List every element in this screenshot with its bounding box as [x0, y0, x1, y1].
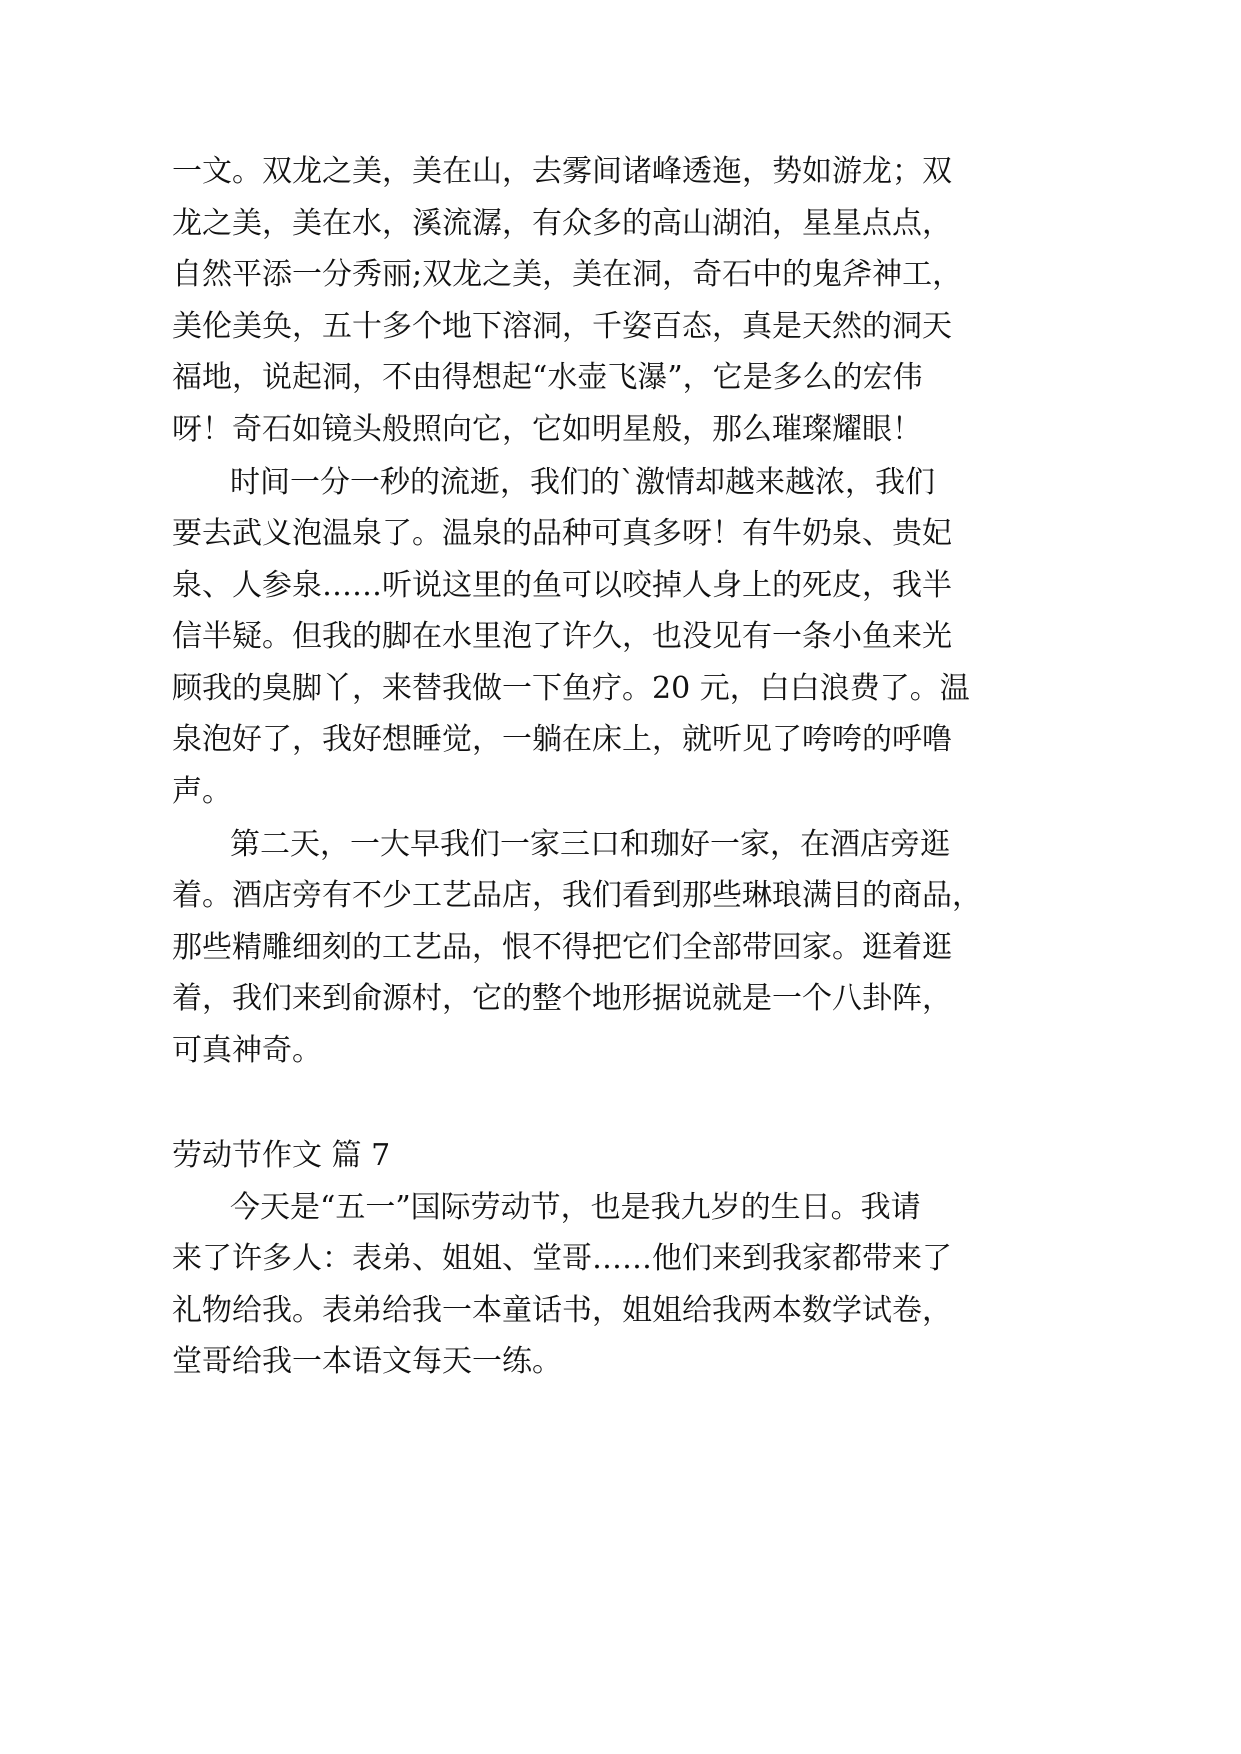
- text-line: 可真神奇。: [172, 1033, 322, 1068]
- paragraph-2-line-1: [0, 463, 1241, 503]
- text-line: 声。: [172, 774, 232, 809]
- text-line: 龙之美，美在水，溪流潺，有众多的高山湖泊，星星点点，: [172, 206, 952, 241]
- paragraph-1-line-3: [0, 255, 1241, 295]
- text-line: 泉、人参泉……听说这里的鱼可以咬掉人身上的死皮，我半: [172, 568, 952, 603]
- paragraph-3-line-5: [0, 1031, 1241, 1071]
- paragraph-4-line-3: [0, 1291, 1241, 1331]
- paragraph-3-line-4: [0, 979, 1241, 1019]
- text-line: 泉泡好了，我好想睡觉，一躺在床上，就听见了咵咵的呼噜: [172, 722, 952, 757]
- text-line: 自然平添一分秀丽;双龙之美，美在洞，奇石中的鬼斧神工，: [172, 257, 963, 292]
- paragraph-3-line-3: [0, 928, 1241, 968]
- text-line: 福地，说起洞，不由得想起“水壶飞瀑”，它是多么的宏伟: [172, 360, 923, 395]
- paragraph-3-line-1: [0, 825, 1241, 865]
- paragraph-2-line-5: [0, 669, 1241, 709]
- paragraph-4-line-2: [0, 1239, 1241, 1279]
- paragraph-2-line-4: [0, 617, 1241, 657]
- text-line: 堂哥给我一本语文每天一练。: [172, 1344, 562, 1379]
- text-line: 着。酒店旁有不少工艺品店，我们看到那些琳琅满目的商品，: [172, 878, 982, 913]
- paragraph-3-line-2: [0, 876, 1241, 916]
- paragraph-2-line-2: [0, 514, 1241, 554]
- text-line: 那些精雕细刻的工艺品，恨不得把它们全部带回家。逛着逛: [172, 930, 952, 965]
- paragraph-1-line-4: [0, 307, 1241, 347]
- text-line: 着，我们来到俞源村，它的整个地形据说就是一个八卦阵，: [172, 981, 952, 1016]
- section-heading-text: 劳动节作文 篇 7: [172, 1138, 391, 1173]
- paragraph-2-line-3: [0, 566, 1241, 606]
- paragraph-1-line-1: [0, 152, 1241, 192]
- text-line: 要去武义泡温泉了。温泉的品种可真多呀！有牛奶泉、贵妃: [172, 516, 952, 551]
- paragraph-1-line-5: [0, 358, 1241, 398]
- paragraph-2-line-6: [0, 720, 1241, 760]
- text-line: 礼物给我。表弟给我一本童话书，姐姐给我两本数学试卷，: [172, 1293, 952, 1328]
- paragraph-1-line-2: [0, 204, 1241, 244]
- paragraph-4-line-1: [0, 1188, 1241, 1228]
- paragraph-2-line-7: [0, 772, 1241, 812]
- text-line: 美伦美奂，五十多个地下溶洞，千姿百态，真是天然的洞天: [172, 309, 952, 344]
- text-line: 一文。双龙之美，美在山，去雾间诸峰透迤，势如游龙；双: [172, 154, 952, 189]
- paragraph-1-line-6: [0, 410, 1241, 450]
- section-heading: [0, 1136, 1241, 1176]
- text-line: 来了许多人：表弟、姐姐、堂哥……他们来到我家都带来了: [172, 1241, 952, 1276]
- text-line: 时间一分一秒的流逝，我们的`激情却越来越浓，我们: [230, 465, 935, 500]
- text-line: 顾我的臭脚丫，来替我做一下鱼疗。20 元，白白浪费了。温: [172, 671, 970, 706]
- paragraph-4-line-4: [0, 1342, 1241, 1382]
- text-line: 第二天，一大早我们一家三口和珈好一家，在酒店旁逛: [230, 827, 950, 862]
- text-line: 呀！奇石如镜头般照向它，它如明星般，那么璀璨耀眼！: [172, 412, 922, 447]
- text-line: 今天是“五一”国际劳动节，也是我九岁的生日。我请: [230, 1190, 921, 1225]
- text-line: 信半疑。但我的脚在水里泡了许久，也没见有一条小鱼来光: [172, 619, 952, 654]
